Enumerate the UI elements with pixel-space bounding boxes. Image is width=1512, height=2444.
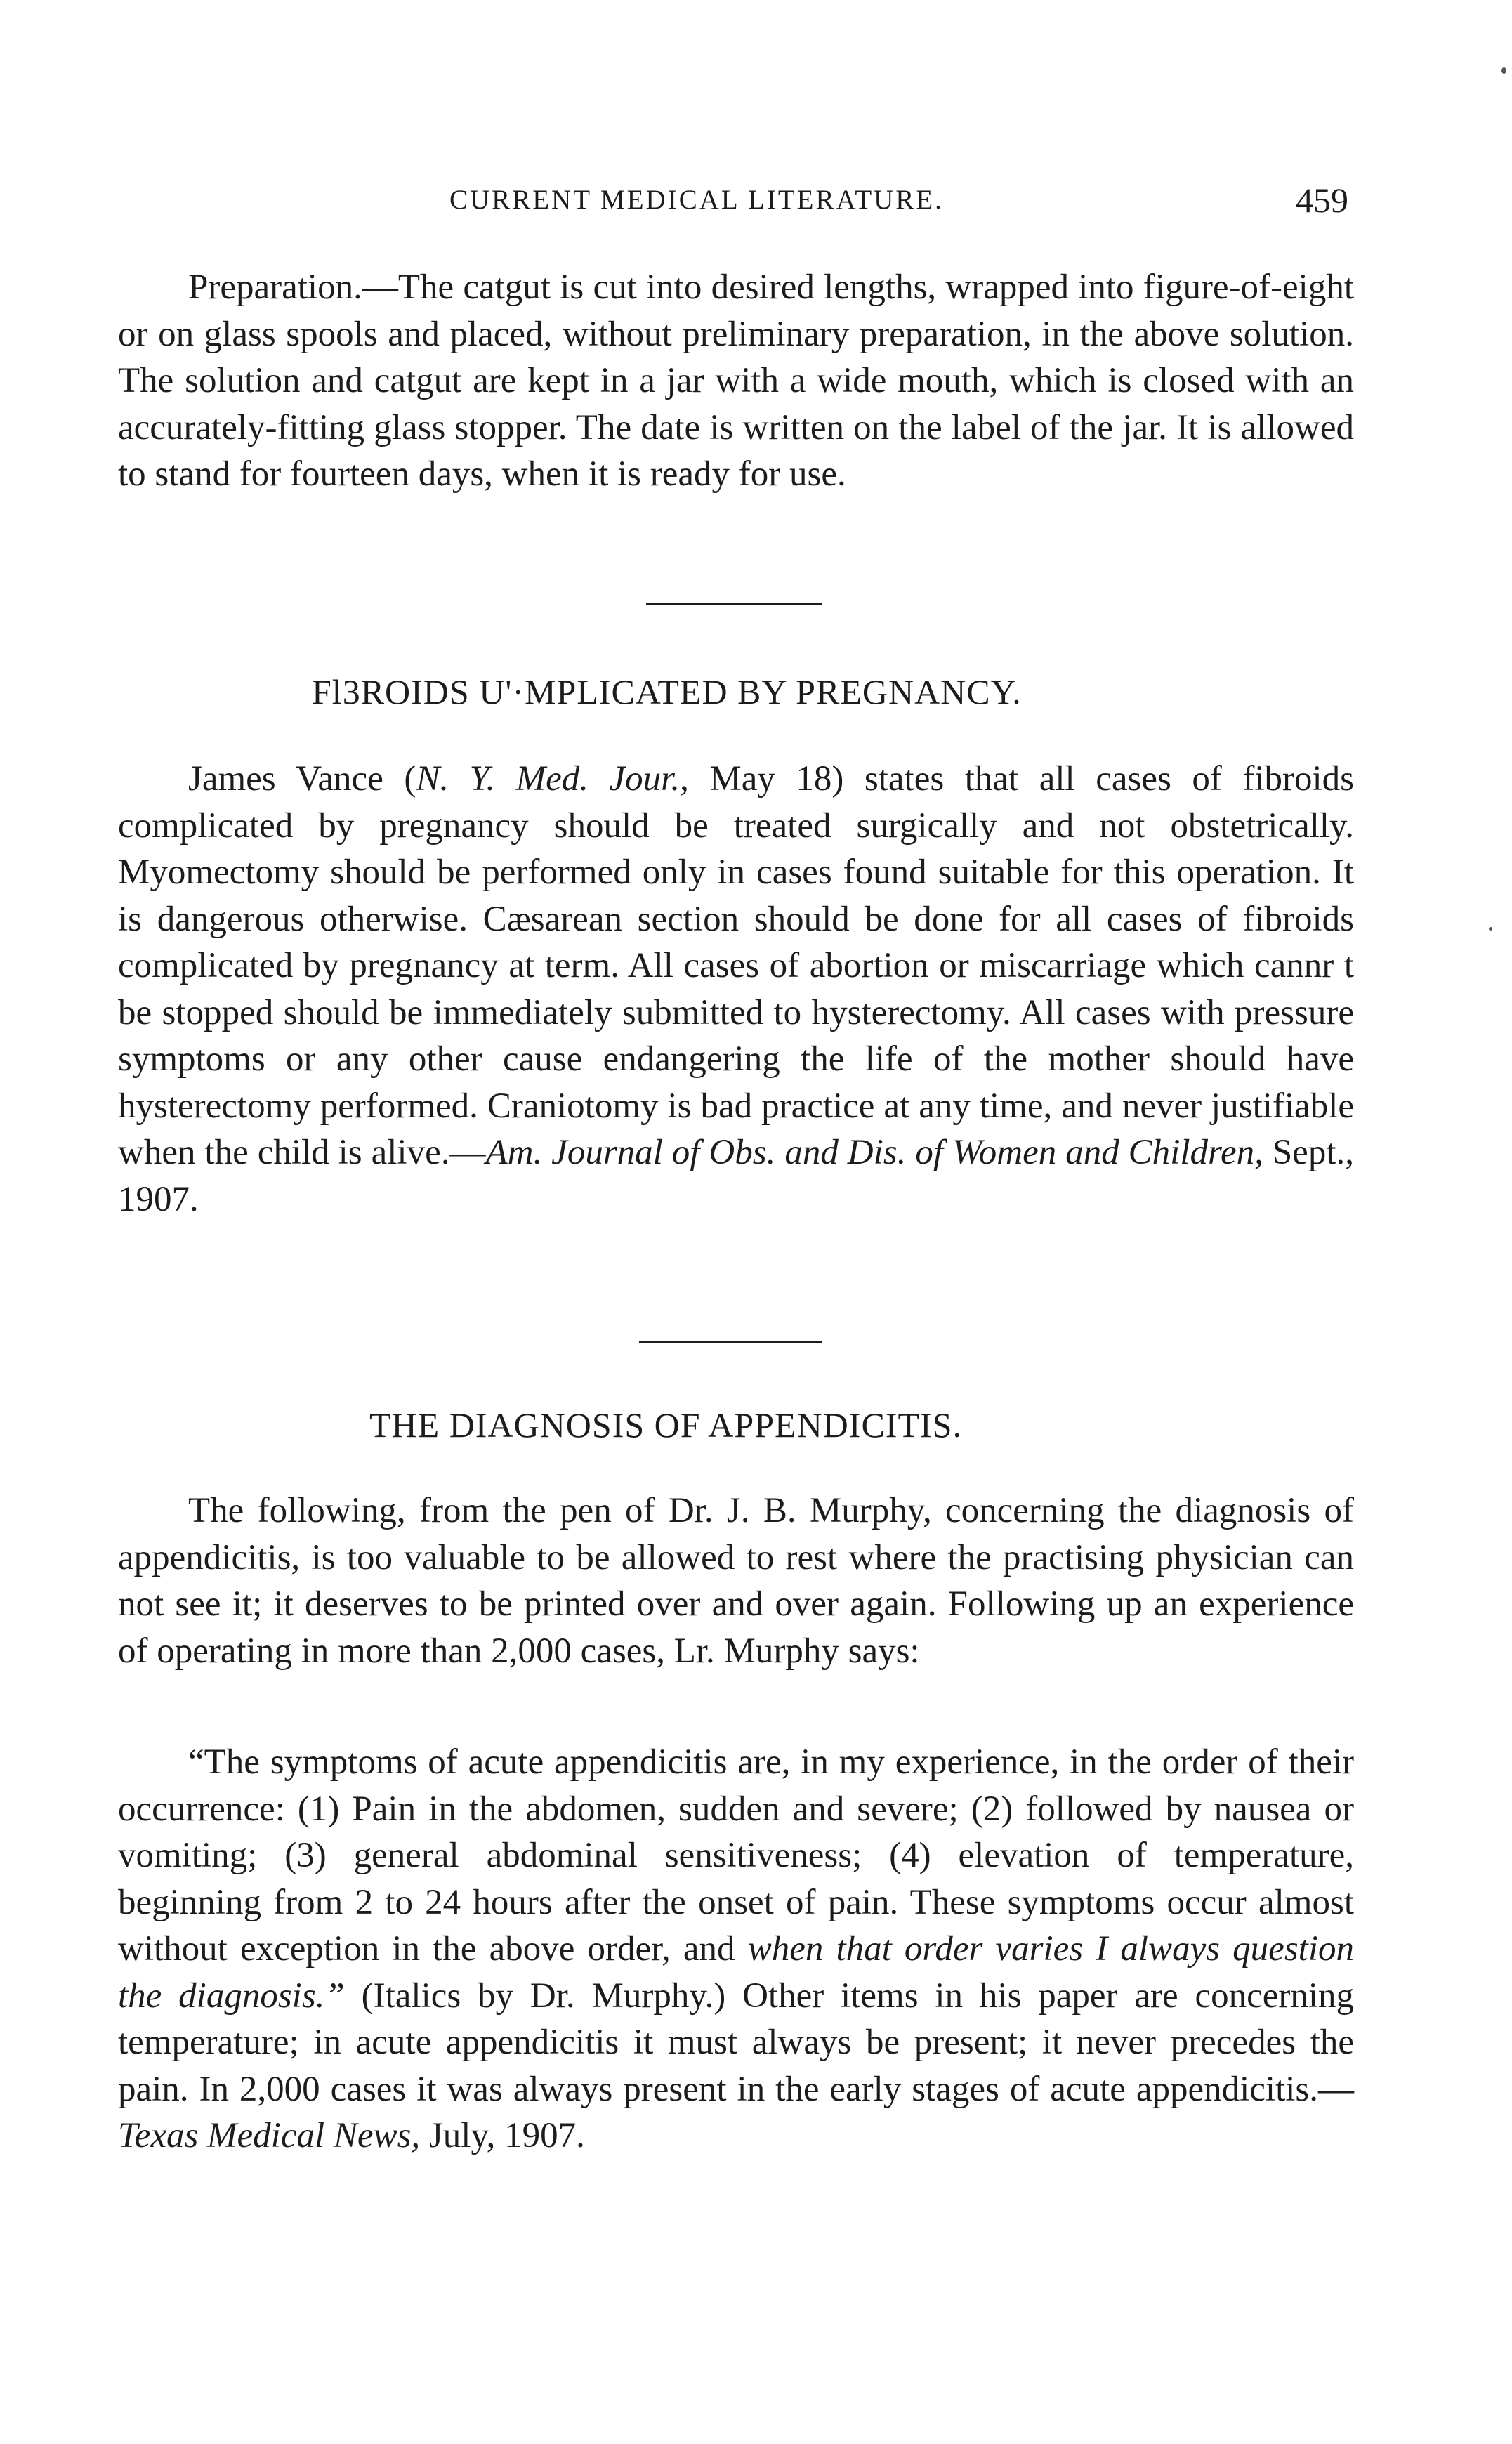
- page-number: 459: [1296, 180, 1348, 220]
- appendicitis-quote-paragraph: [118, 1739, 1354, 2160]
- appendicitis-heading: THE DIAGNOSIS OF APPENDICITIS.: [369, 1405, 962, 1445]
- quote-date: July, 1907.: [420, 2116, 585, 2155]
- appendicitis-intro-paragraph: The following, from the pen of Dr. J. B. Murphy, concerning the diagnosis of appendicitis, is too valuable to be allowed to rest where the practising physician can not see it; it deserves to be printed over and over again. Following up an experience of operating in more than 2,000 cases, Lr. Murphy says:: [118, 1491, 1354, 1671]
- fibroids-date: Sept., 1907.: [118, 1133, 1354, 1219]
- fibroids-heading: Fl3ROIDS U'·MPLICATED BY PREGNANCY.: [312, 672, 1022, 711]
- quote-source: Texas Medical News,: [118, 2116, 421, 2155]
- scan-speck: [1501, 67, 1506, 74]
- catgut-preparation-paragraph: Preparation.—The catgut is cut into desired lengths, wrapped into figure-of-eight or on glass spools and placed, without preliminary preparation, in the above solution. The solution and catgut are kept in a jar with a wide mouth, which is closed with an accurately-fitting glass stopper. The date is written on the label of the jar. It is allowed to stand for fourteen days, when it is ready for use.: [118, 268, 1354, 494]
- page-header: [449, 180, 1348, 229]
- fibroids-journal: N. Y. Med. Jour.: [416, 759, 681, 799]
- fibroids-paragraph: [118, 756, 1354, 1223]
- scan-speck: [1489, 927, 1492, 931]
- fibroids-author: James Vance (: [188, 759, 416, 799]
- quote-text: “The symptoms of acute appendicitis are, in my experience, in the order of their occurrence: (1) Pain in the abdomen, sudden and severe; (2) followed by nausea or vomiting; (3) general abdominal sensitiveness; (4) elevation of temperature, beginning from 2 to 24 hours after the onset of pain. These symptoms occur almost without exception in the above order, and: [118, 1742, 1354, 1969]
- section-divider: [646, 603, 822, 605]
- quote-continuation: (Italics by Dr. Murphy.) Other items in his paper are concerning temperature; in acute appendicitis it must always be present; it never precedes the pain. In 2,000 cases it was always present in the early stages of acute appendicitis.—: [118, 1976, 1355, 2109]
- quote-italic: when that order varies I always question the diagnosis.”: [118, 1929, 1355, 2016]
- fibroids-source: Am. Journal of Obs. and Dis. of Women and Children,: [485, 1133, 1263, 1172]
- running-head: CURRENT MEDICAL LITERATURE.: [449, 185, 944, 215]
- fibroids-body: , May 18) states that all cases of fibroids complicated by pregnancy should be treated surgically and not obstetrically. Myomectomy should be performed only in cases found suitable for this operation. It is dangerous otherwise. Cæsarean section should be done for all cases of fibroids complicated by pregnancy at term. All cases of abortion or miscarriage which cannr t be stopped should be immediately submitted to hysterectomy. All cases with pressure symptoms or any other cause endangering the life of the mother should have hysterectomy performed. Craniotomy is bad practice at any time, and never justifiable when the child is alive.—: [118, 759, 1354, 1172]
- section-divider: [639, 1341, 822, 1343]
